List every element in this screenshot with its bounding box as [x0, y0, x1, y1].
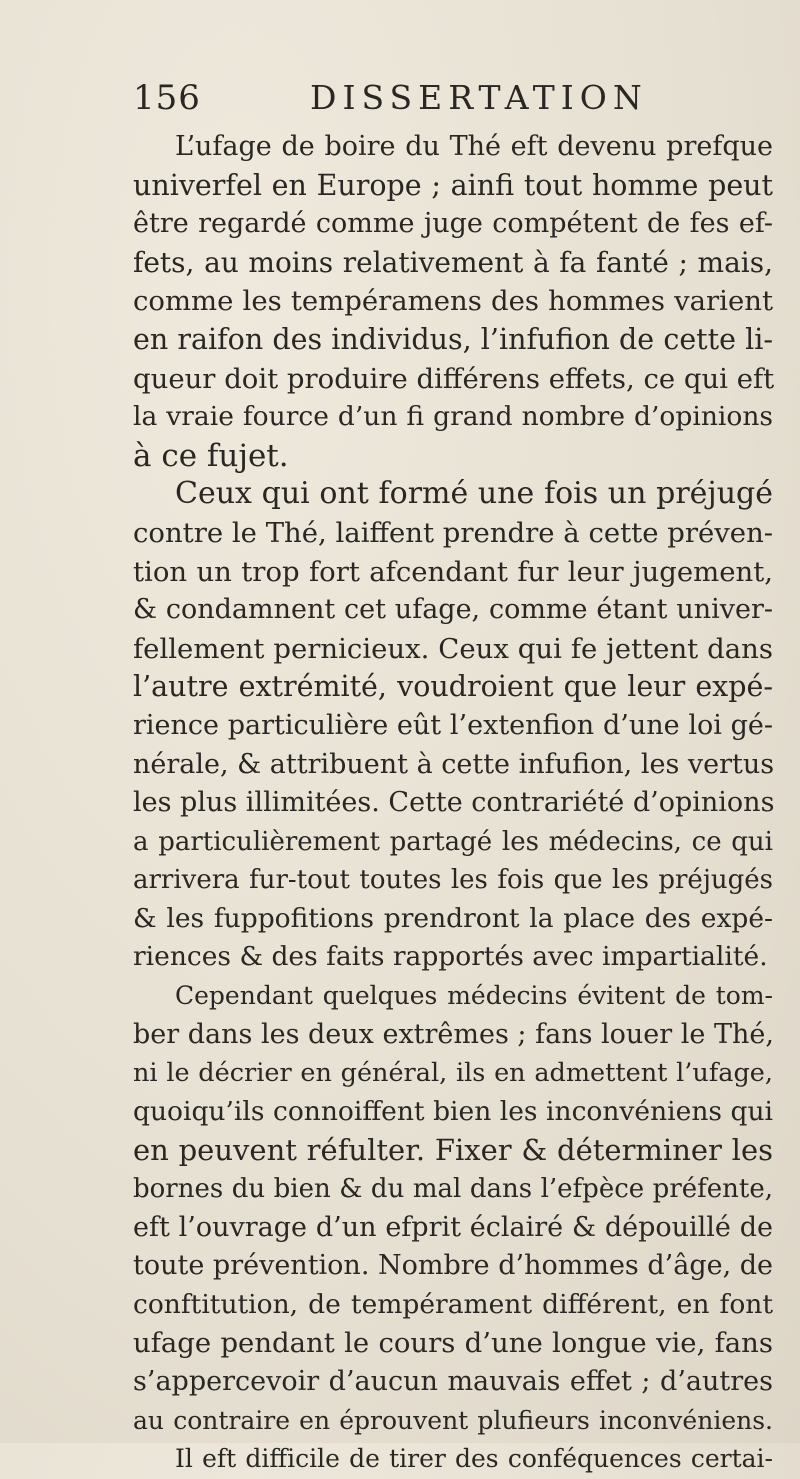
text-line: nérale, & attribuent à cette infufion, les vertus — [133, 748, 775, 780]
text-line: ni le décrier en général, ils en admettent l’ufage, — [133, 1058, 773, 1089]
text-line: quoiqu’ils connoiffent bien les inconvéniens qui — [133, 1095, 773, 1127]
text-line: Ceux qui ont formé une fois un préjugé — [175, 476, 773, 512]
text-line: l’autre extrémité, voudroient que leur expé- — [133, 670, 773, 704]
body-text — [133, 128, 773, 1479]
text-line: en raifon des individus, l’infufion de cette li- — [133, 322, 773, 356]
text-line: tion un trop fort afcendant fur leur jugement, — [133, 555, 773, 588]
text-line: à ce fujet. — [133, 437, 289, 474]
text-line: comme les tempéramens des hommes varient — [133, 285, 773, 318]
text-line: en peuvent réfulter. Fixer & déterminer les — [133, 1133, 773, 1168]
text-line: ufage pendant le cours d’une longue vie, fans — [133, 1327, 773, 1360]
text-line: ber dans les deux extrêmes ; fans louer le Thé, — [133, 1018, 774, 1050]
text-line: contre le Thé, laiffent prendre à cette préven- — [133, 516, 774, 549]
text-line: les plus illimitées. Cette contrariété d’opinions — [133, 787, 775, 819]
text-line: eft l’ouvrage d’un efprit éclairé & dépouillé de — [133, 1211, 773, 1243]
text-line: bornes du bien & du mal dans l’efpèce préfente, — [133, 1174, 773, 1205]
text-line: être regardé comme juge compétent de fes ef- — [133, 208, 773, 240]
text-line: riences & des faits rapportés avec impartialité. — [133, 941, 768, 973]
text-line: univerfel en Europe ; ainfi tout homme peut — [133, 168, 773, 202]
text-line: s’appercevoir d’aucun mauvais effet ; d’autres — [133, 1366, 773, 1397]
text-line: rience particulière eût l’extenfion d’une loi gé- — [133, 709, 773, 741]
text-line: Cependant quelques médecins évitent de tom- — [175, 981, 773, 1011]
text-line: a particulièrement partagé les médecins, ce qui — [133, 826, 773, 857]
text-line: fellement pernicieux. Ceux qui fe jettent dans — [133, 632, 773, 665]
page-number: 156 — [133, 78, 201, 118]
text-line: conftitution, de tempérament différent, en font — [133, 1288, 773, 1320]
text-line: toute prévention. Nombre d’hommes d’âge, de — [133, 1250, 774, 1282]
page-header — [133, 78, 760, 128]
text-line: L’ufage de boire du Thé eft devenu prefque — [175, 131, 773, 162]
text-line: au contraire en éprouvent plufieurs inconvéniens. — [133, 1405, 773, 1435]
text-line: la vraie fource d’un fi grand nombre d’opinions — [133, 401, 773, 433]
running-head: DISSERTATION — [310, 78, 648, 117]
text-line: fets, au moins relativement à fa fanté ; mais, — [133, 245, 773, 279]
text-line: & condamnent cet ufage, comme étant univer- — [133, 594, 773, 626]
text-line: & les fuppofitions prendront la place des expé- — [133, 902, 773, 934]
text-line: arrivera fur-tout toutes les fois que les préjugés — [133, 865, 773, 896]
text-line: Il eft difficile de tirer des conféquences certai- — [175, 1444, 773, 1474]
text-line: queur doit produire différens effets, ce qui eft — [133, 362, 775, 395]
